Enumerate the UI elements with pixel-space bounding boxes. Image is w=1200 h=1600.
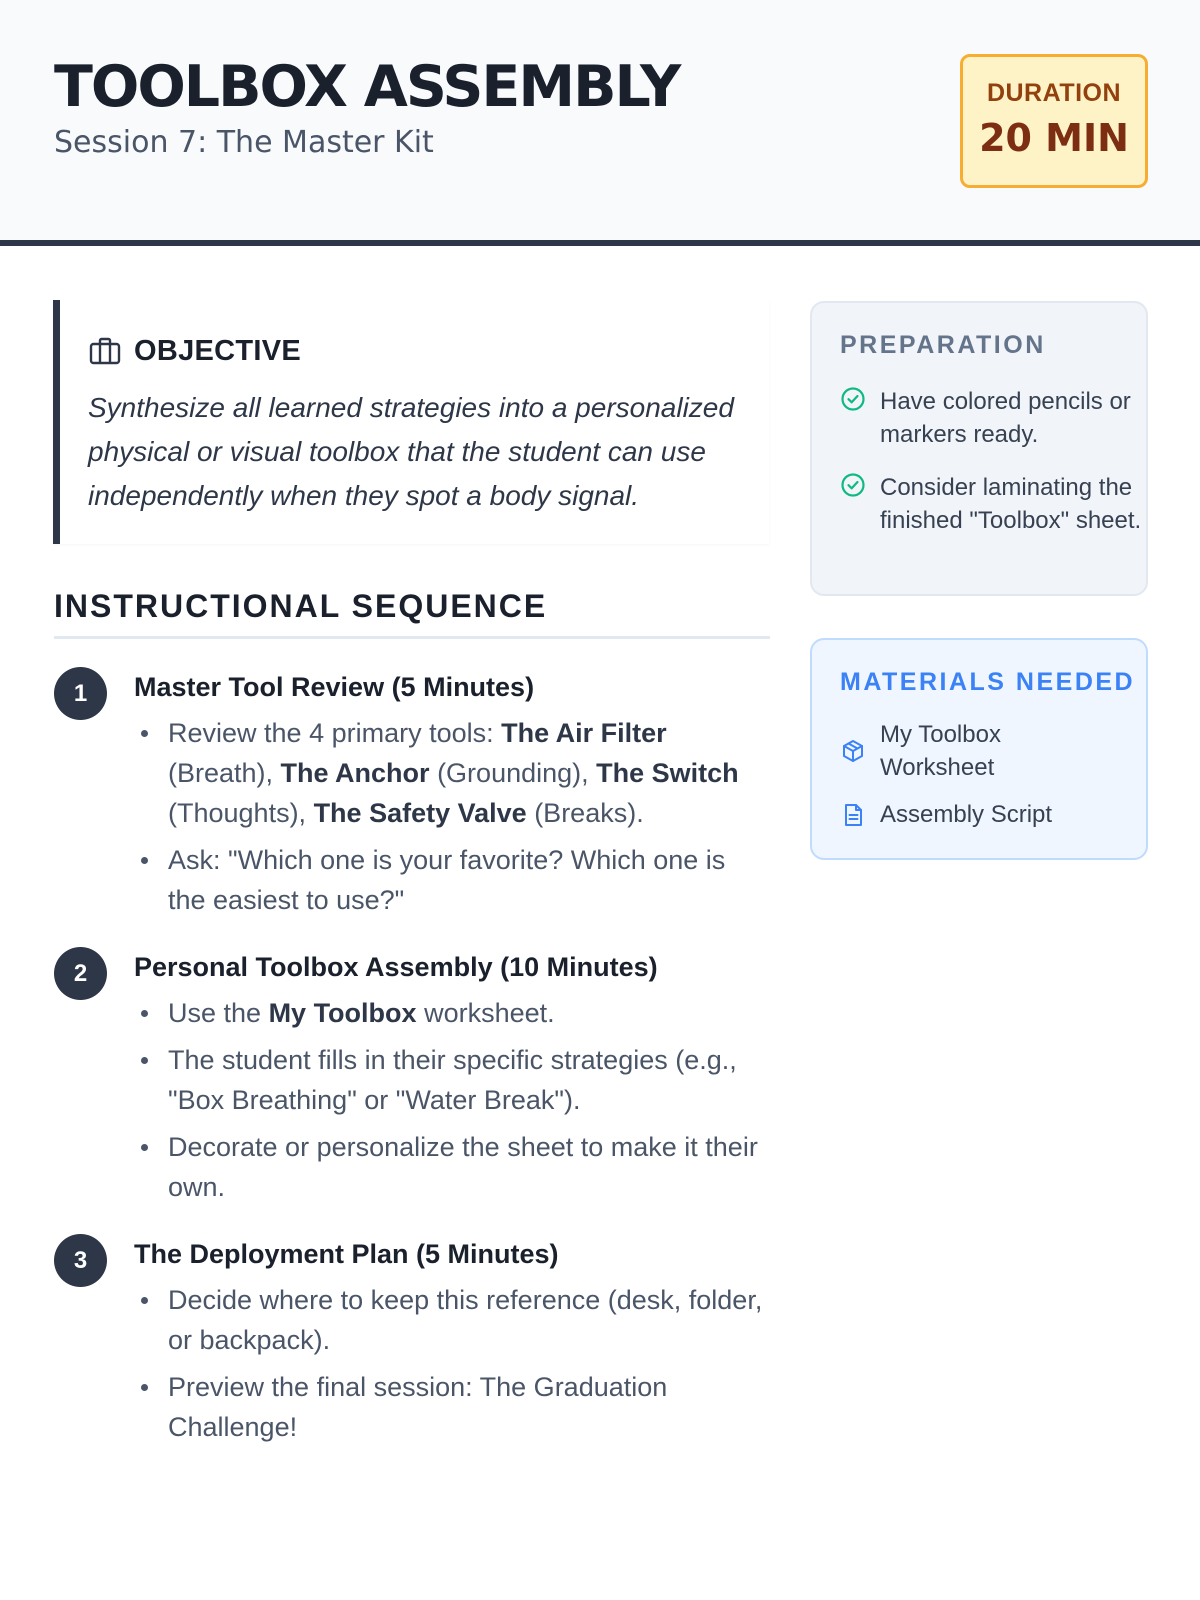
briefcase-icon [88, 334, 122, 368]
preparation-title: PREPARATION [840, 331, 1046, 359]
step-title: Master Tool Review (5 Minutes) [134, 672, 535, 702]
check-circle-icon [840, 385, 866, 411]
step-bullet-list [134, 713, 770, 927]
step-number-badge: 2 [54, 947, 107, 1000]
list-item: Decide where to keep this reference (desk, folder, or backpack). [134, 1280, 770, 1360]
duration-badge [960, 54, 1148, 188]
objective-text: Synthesize all learned strategies into a personalized physical or visual toolbox that the student can use independently when they spot a body signal. [88, 392, 734, 511]
step-bullet-list [134, 1280, 770, 1454]
preparation-item [840, 471, 1146, 537]
sequence-title: INSTRUCTIONAL SEQUENCE [54, 588, 548, 624]
document-icon [840, 802, 866, 828]
list-item: Preview the final session: The Graduation Challenge! [134, 1367, 770, 1447]
page-subtitle: Session 7: The Master Kit [54, 125, 434, 160]
step-number-badge: 3 [54, 1234, 107, 1287]
page-header [0, 0, 1200, 246]
preparation-card [810, 301, 1148, 596]
list-item: Decorate or personalize the sheet to make it their own. [134, 1127, 770, 1207]
preparation-item-text: Consider laminating the finished "Toolbox" sheet. [880, 474, 1142, 534]
step-number-badge: 1 [54, 667, 107, 720]
list-item: Review the 4 primary tools: The Air Filter (Breath), The Anchor (Grounding), The Switch (Thoughts), The Safety Valve (Breaks). [134, 713, 770, 833]
list-item: The student fills in their specific strategies (e.g., "Box Breathing" or "Water Break"). [134, 1040, 770, 1120]
step-title: The Deployment Plan (5 Minutes) [134, 1239, 559, 1269]
check-circle-icon [840, 471, 866, 497]
list-item: Use the My Toolbox worksheet. [134, 993, 770, 1033]
package-icon [840, 738, 866, 764]
materials-item [840, 798, 1052, 831]
preparation-item [840, 385, 1146, 451]
page-title: TOOLBOX ASSEMBLY [54, 54, 680, 120]
materials-title: MATERIALS NEEDED [840, 668, 1136, 696]
duration-label: DURATION [986, 79, 1122, 107]
list-item: Ask: "Which one is your favorite? Which one is the easiest to use?" [134, 840, 770, 920]
objective-header [88, 334, 301, 368]
sequence-divider [54, 636, 770, 639]
materials-item [840, 718, 1050, 784]
materials-item-text: Assembly Script [880, 801, 1053, 828]
objective-title: OBJECTIVE [134, 334, 302, 367]
materials-item-text: My Toolbox Worksheet [880, 721, 1001, 781]
step-title: Personal Toolbox Assembly (10 Minutes) [134, 952, 658, 982]
objective-box [53, 300, 769, 544]
materials-card [810, 638, 1148, 860]
step-bullet-list [134, 993, 770, 1214]
duration-value: 20 MIN [979, 116, 1129, 160]
preparation-item-text: Have colored pencils or markers ready. [880, 388, 1131, 448]
